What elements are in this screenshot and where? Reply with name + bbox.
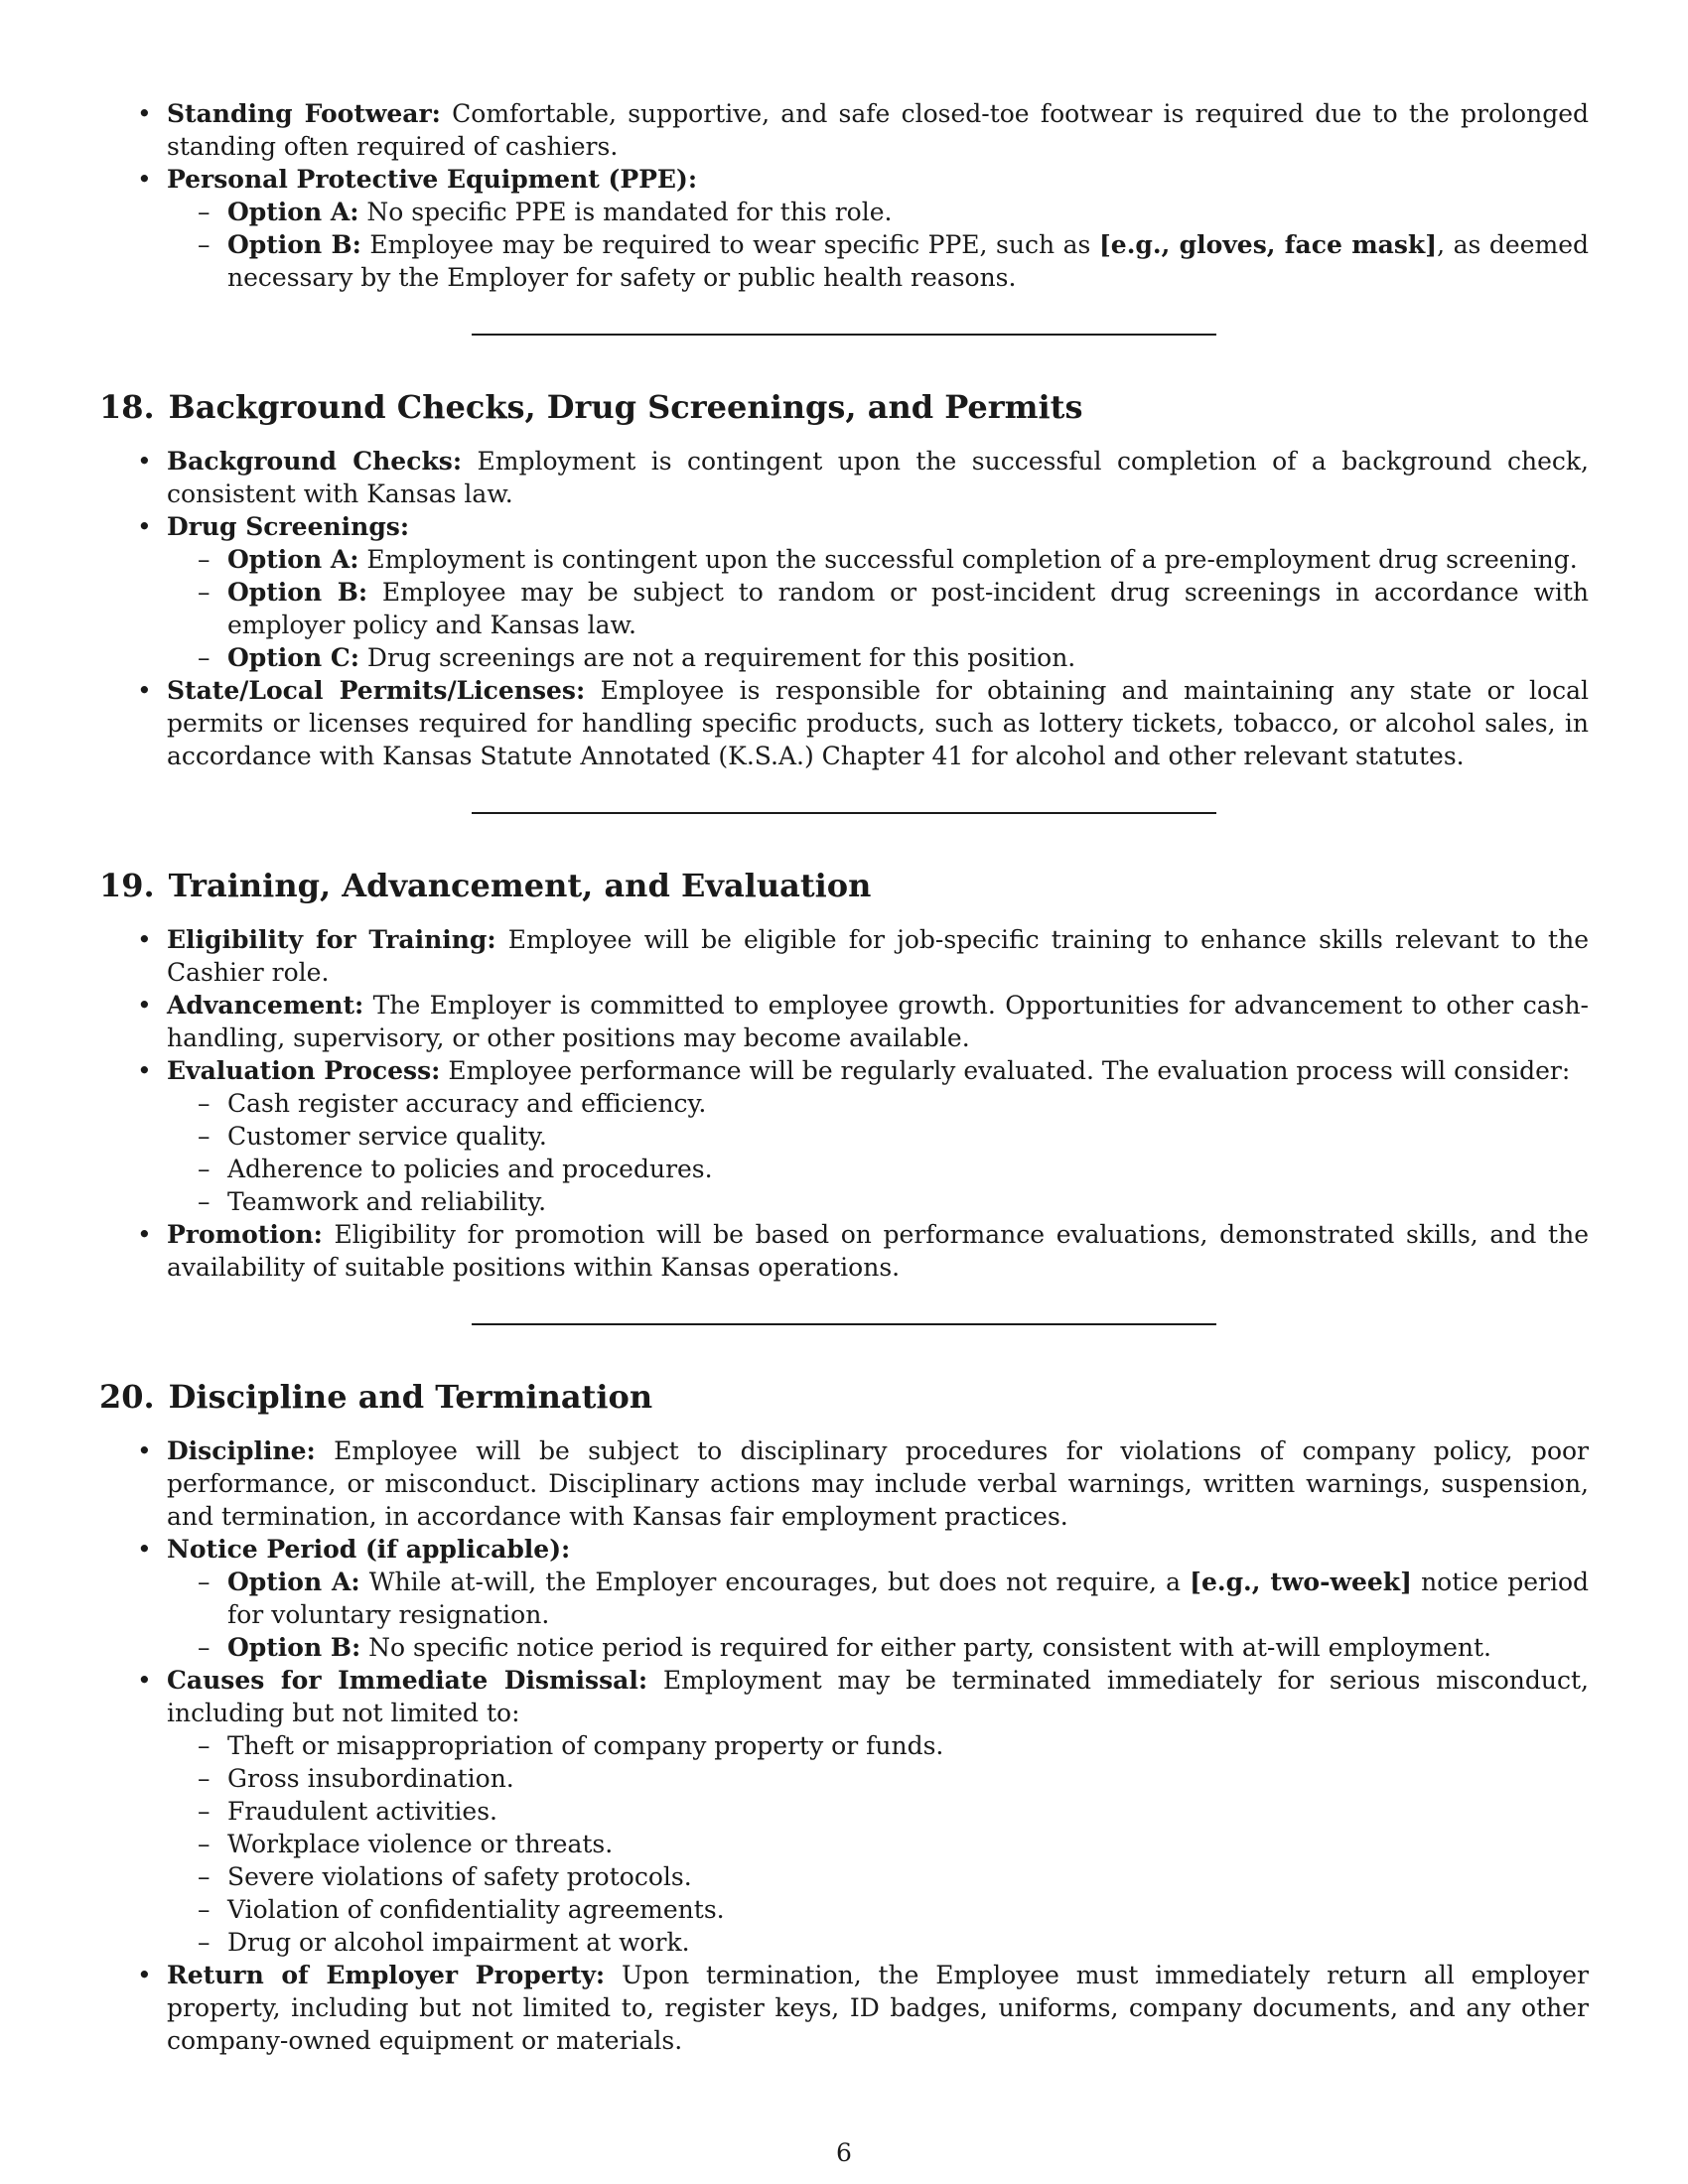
section-divider xyxy=(472,1323,1216,1325)
list-item xyxy=(99,510,1589,674)
item-text: Employment may be terminated immediately for serious misconduct, including but not limited to: xyxy=(167,1666,1590,1727)
page-number: 6 xyxy=(836,2138,852,2167)
item-label: State/Local Permits/Licenses: xyxy=(167,676,586,705)
criteria-item: – Teamwork and reliability. xyxy=(167,1185,1589,1218)
item-text: Employee is responsible for obtaining and maintaining any state or local permits or licenses required for handling specific products, such as lottery tickets, tobacco, or alcohol sales, in accordance with Kansas Statute Annotated (K.S.A.) Chapter 41 for alcohol and other relevant statutes. xyxy=(167,676,1589,770)
item-text: Comfortable, supportive, and safe closed-toe footwear is required due to the prolonged standing often required of cashiers. xyxy=(167,99,1589,161)
option-text: No specific PPE is mandated for this role. xyxy=(358,198,893,226)
option-label: Option B: xyxy=(227,230,361,259)
item-text: Eligibility for promotion will be based on performance evaluations, demonstrated skills, and the availability of suitable positions within Kansas operations. xyxy=(167,1220,1589,1282)
section-18-list xyxy=(99,445,1589,772)
dismissal-causes-list xyxy=(167,1729,1589,1959)
cause-item: – Drug or alcohol impairment at work. xyxy=(167,1926,1589,1959)
option-item xyxy=(167,543,1589,576)
option-placeholder: [e.g., two-week] xyxy=(1190,1568,1412,1596)
section-20-list xyxy=(99,1434,1589,2057)
option-text: Drug screenings are not a requirement for this position. xyxy=(358,643,1076,672)
section-title: Background Checks, Drug Screenings, and Permits xyxy=(168,388,1083,426)
item-label: Notice Period (if applicable): xyxy=(167,1535,571,1564)
item-label: Evaluation Process: xyxy=(167,1056,441,1085)
section-divider xyxy=(472,334,1216,336)
section-title: Training, Advancement, and Evaluation xyxy=(168,867,872,904)
list-item xyxy=(99,674,1589,772)
item-label: Eligibility for Training: xyxy=(167,925,496,954)
section-number: 20. xyxy=(99,1378,155,1416)
option-label: Option B: xyxy=(227,1633,361,1662)
item-text: Employee will be subject to disciplinary procedures for violations of company policy, poor performance, or misconduct. Disciplinary actions may include verbal warnings, written warnings, suspension, and termination, in accordance with Kansas fair employment practices. xyxy=(167,1436,1589,1531)
list-item xyxy=(99,923,1589,989)
cause-item: – Gross insubordination. xyxy=(167,1762,1589,1795)
item-label: Return of Employer Property: xyxy=(167,1961,606,1989)
item-text: Employee performance will be regularly evaluated. The evaluation process will consider: xyxy=(440,1056,1571,1085)
list-item xyxy=(99,1533,1589,1664)
evaluation-criteria-list xyxy=(167,1087,1589,1218)
section-heading xyxy=(99,387,1589,427)
option-label: Option A: xyxy=(227,198,359,226)
option-label: Option A: xyxy=(227,1568,360,1596)
item-text: The Employer is committed to employee growth. Opportunities for advancement to other cash-handling, supervisory, or other positions may become available. xyxy=(167,991,1589,1052)
option-item xyxy=(167,196,1589,228)
section-title: Discipline and Termination xyxy=(168,1378,653,1416)
option-label: Option A: xyxy=(227,545,359,574)
option-text: While at-will, the Employer encourages, but does not require, a xyxy=(359,1568,1191,1596)
drug-options-list xyxy=(167,543,1589,674)
option-item xyxy=(167,228,1589,294)
item-text: Employment is contingent upon the successful completion of a background check, consistent with Kansas law. xyxy=(167,447,1589,508)
section-heading xyxy=(99,1377,1589,1417)
cause-item: – Fraudulent activities. xyxy=(167,1795,1589,1828)
section-heading xyxy=(99,866,1589,905)
item-label: Advancement: xyxy=(167,991,364,1020)
option-item xyxy=(167,576,1589,641)
option-text: No specific notice period is required for either party, consistent with at-will employment. xyxy=(360,1633,1491,1662)
list-item xyxy=(99,163,1589,294)
cause-item: – Workplace violence or threats. xyxy=(167,1828,1589,1860)
item-text: Employee will be eligible for job-specific training to enhance skills relevant to the Cashier role. xyxy=(167,925,1589,987)
item-label: Drug Screenings: xyxy=(167,512,410,541)
criteria-item: – Adherence to policies and procedures. xyxy=(167,1153,1589,1185)
list-item xyxy=(99,1959,1589,2057)
option-label: Option B: xyxy=(227,578,368,607)
section-number: 18. xyxy=(99,388,155,426)
list-item xyxy=(99,445,1589,510)
section-number: 19. xyxy=(99,867,155,904)
list-item xyxy=(99,1434,1589,1533)
option-text: Employee may be required to wear specific PPE, such as xyxy=(360,230,1099,259)
item-label: Causes for Immediate Dismissal: xyxy=(167,1666,648,1695)
option-text-tail: , as deemed necessary by the Employer for safety or public health reasons. xyxy=(227,230,1590,292)
list-item xyxy=(99,97,1589,163)
dress-code-list xyxy=(99,97,1589,294)
list-item xyxy=(99,1664,1589,1959)
page-content xyxy=(99,97,1589,2057)
item-label: Promotion: xyxy=(167,1220,323,1249)
cause-item: – Severe violations of safety protocols. xyxy=(167,1860,1589,1893)
option-label: Option C: xyxy=(227,643,359,672)
list-item xyxy=(99,1054,1589,1218)
section-19-list xyxy=(99,923,1589,1284)
ppe-options-list xyxy=(167,196,1589,294)
criteria-item: – Cash register accuracy and efficiency. xyxy=(167,1087,1589,1120)
cause-item: – Violation of confidentiality agreements. xyxy=(167,1893,1589,1926)
item-text: Upon termination, the Employee must immediately return all employer property, including but not limited to, register keys, ID badges, uniforms, company documents, and any other company-owned equipment or materials. xyxy=(167,1961,1589,2055)
cause-item: – Theft or misappropriation of company property or funds. xyxy=(167,1729,1589,1762)
item-label: Standing Footwear: xyxy=(167,99,441,128)
option-text: Employee may be subject to random or post-incident drug screenings in accordance with employer policy and Kansas law. xyxy=(227,578,1590,639)
option-text: Employment is contingent upon the successful completion of a pre-employment drug screening. xyxy=(358,545,1578,574)
option-item xyxy=(167,1566,1589,1631)
option-item xyxy=(167,1631,1589,1664)
list-item xyxy=(99,989,1589,1054)
option-placeholder: [e.g., gloves, face mask] xyxy=(1098,230,1438,259)
item-label: Discipline: xyxy=(167,1436,316,1465)
item-label: Background Checks: xyxy=(167,447,463,476)
option-item xyxy=(167,641,1589,674)
section-divider xyxy=(472,812,1216,814)
notice-options-list xyxy=(167,1566,1589,1664)
option-text-tail: notice period for voluntary resignation. xyxy=(227,1568,1589,1629)
item-label: Personal Protective Equipment (PPE): xyxy=(167,165,698,194)
list-item xyxy=(99,1218,1589,1284)
criteria-item: – Customer service quality. xyxy=(167,1120,1589,1153)
